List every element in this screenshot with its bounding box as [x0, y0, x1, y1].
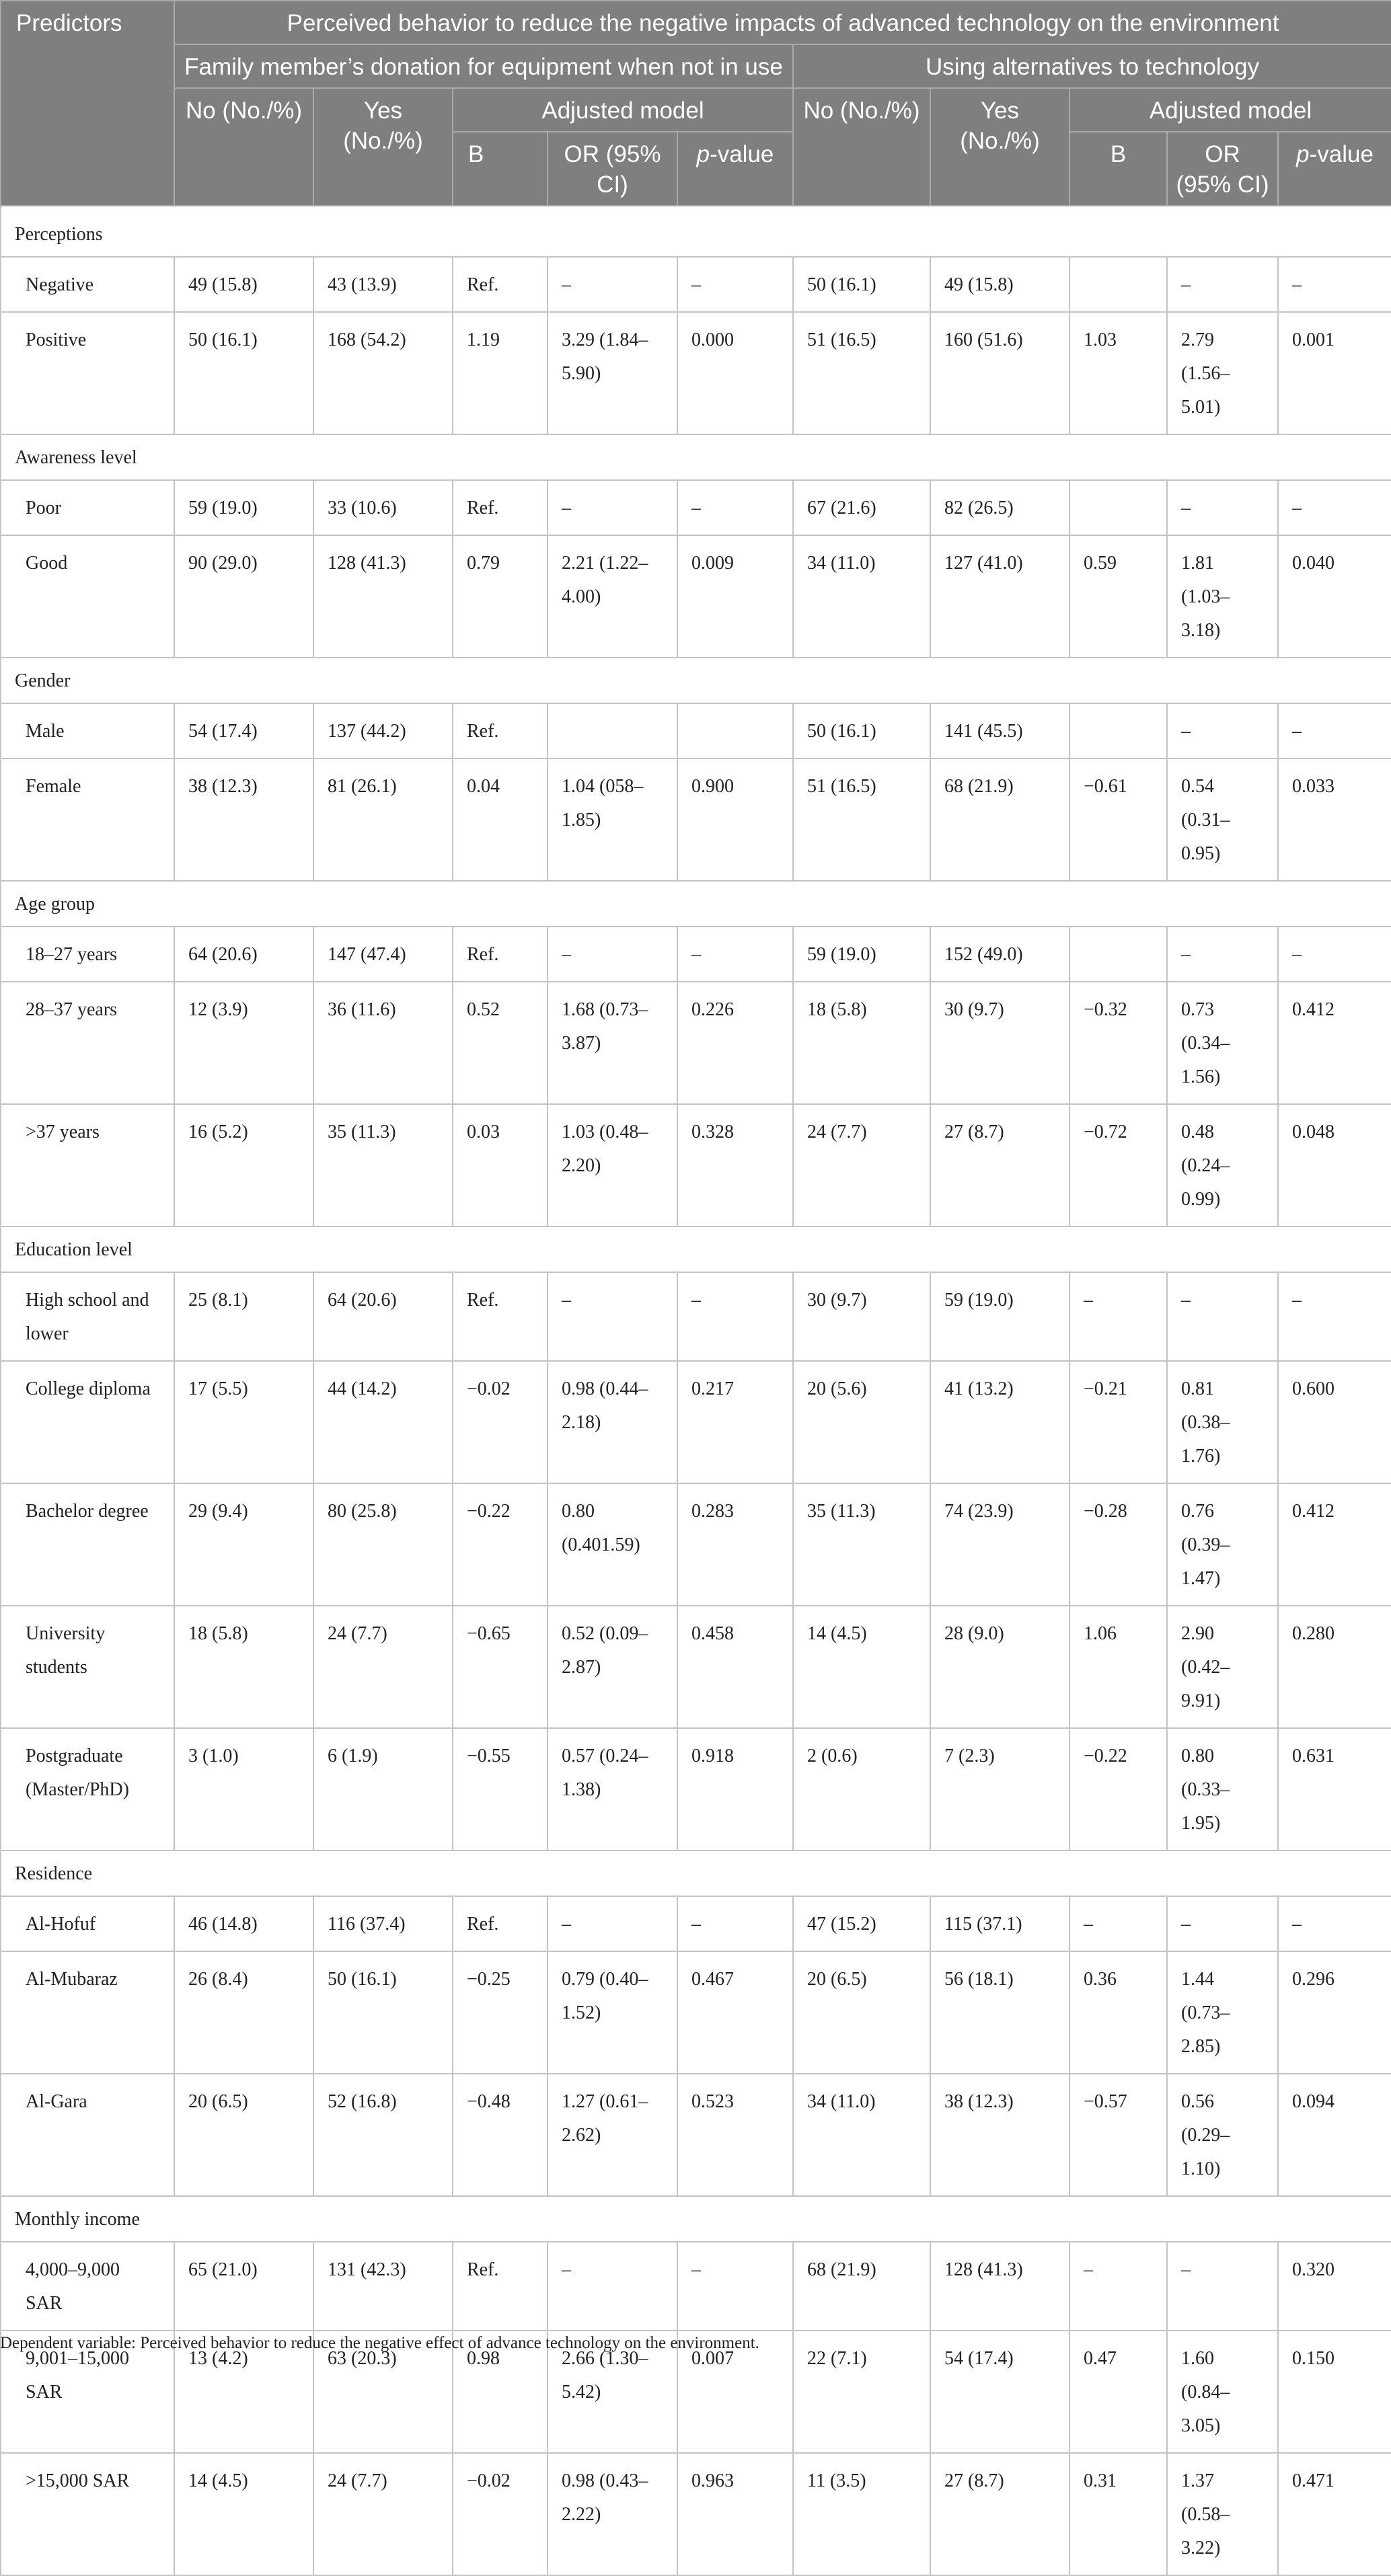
table-cell: 56 (18.1): [930, 1951, 1069, 2074]
table-cell: 80 (25.8): [313, 1483, 453, 1606]
table-row: [1, 257, 1391, 312]
table-cell: 64 (20.6): [174, 927, 313, 982]
table-cell: Ref.: [453, 1896, 548, 1951]
main-title-header: Perceived behavior to reduce the negative impacts of advanced technology on the environment: [174, 1, 1391, 44]
table-cell: Ref.: [453, 927, 548, 982]
table-cell: 1.03 (0.48–2.20): [548, 1104, 677, 1226]
row-label: High school and lower: [1, 1272, 174, 1361]
table-cell: –: [1069, 1896, 1167, 1951]
table-cell: 0.47: [1069, 2331, 1167, 2453]
table-cell: 67 (21.6): [793, 480, 930, 535]
row-label: Male: [1, 703, 174, 758]
row-label: Good: [1, 535, 174, 658]
table-cell: 0.900: [677, 758, 793, 881]
table-cell: 7 (2.3): [930, 1728, 1069, 1850]
table-cell: –: [548, 1896, 677, 1951]
table-cell: 22 (7.1): [793, 2331, 930, 2453]
table-cell: 160 (51.6): [930, 312, 1069, 434]
table-cell: 34 (11.0): [793, 535, 930, 658]
table-cell: 65 (21.0): [174, 2242, 313, 2331]
table-cell: 1.37 (0.58–3.22): [1167, 2453, 1278, 2575]
table-cell: Ref.: [453, 703, 548, 758]
predictors-header: Predictors: [1, 1, 174, 206]
table-cell: [1069, 480, 1167, 535]
table-row: [1, 1104, 1391, 1226]
table-cell: 50 (16.1): [174, 312, 313, 434]
table-row: [1, 1896, 1391, 1951]
table-cell: 0.03: [453, 1104, 548, 1226]
table-cell: 1.19: [453, 312, 548, 434]
group2-header: Using alternatives to technology: [793, 44, 1391, 88]
row-label: 18–27 years: [1, 927, 174, 982]
table-cell: 0.094: [1278, 2074, 1391, 2196]
table-cell: 0.98 (0.44–2.18): [548, 1361, 677, 1483]
table-cell: 20 (6.5): [174, 2074, 313, 2196]
table-cell: −0.57: [1069, 2074, 1167, 2196]
table-cell: –: [1278, 257, 1391, 312]
table-cell: 0.000: [677, 312, 793, 434]
table-cell: 18 (5.8): [793, 982, 930, 1104]
table-cell: 0.226: [677, 982, 793, 1104]
table-cell: 0.412: [1278, 1483, 1391, 1606]
table-row: [1, 535, 1391, 658]
table-cell: 1.81 (1.03–3.18): [1167, 535, 1278, 658]
table-cell: 30 (9.7): [793, 1272, 930, 1361]
table-row: [1, 1272, 1391, 1361]
table-cell: 16 (5.2): [174, 1104, 313, 1226]
table-cell: [1069, 927, 1167, 982]
table-cell: 33 (10.6): [313, 480, 453, 535]
table-cell: 0.80 (0.401.59): [548, 1483, 677, 1606]
table-cell: −0.28: [1069, 1483, 1167, 1606]
table-cell: 35 (11.3): [793, 1483, 930, 1606]
table-cell: [1069, 703, 1167, 758]
table-cell: −0.22: [453, 1483, 548, 1606]
table-row: [1, 1361, 1391, 1483]
group2-b-header: B: [1069, 132, 1167, 206]
table-cell: 27 (8.7): [930, 2453, 1069, 2575]
row-label: College diploma: [1, 1361, 174, 1483]
table-cell: 0.59: [1069, 535, 1167, 658]
row-label: 4,000–9,000 SAR: [1, 2242, 174, 2331]
table-cell: 24 (7.7): [793, 1104, 930, 1226]
table-cell: 0.458: [677, 1606, 793, 1728]
table-cell: 49 (15.8): [930, 257, 1069, 312]
table-cell: 0.56 (0.29–1.10): [1167, 2074, 1278, 2196]
table-cell: 63 (20.3): [313, 2331, 453, 2453]
table-cell: 0.57 (0.24–1.38): [548, 1728, 677, 1850]
table-cell: –: [1278, 1896, 1391, 1951]
table-cell: –: [1278, 1272, 1391, 1361]
table-cell: 0.54 (0.31–0.95): [1167, 758, 1278, 881]
table-cell: 46 (14.8): [174, 1896, 313, 1951]
table-cell: −0.55: [453, 1728, 548, 1850]
table-cell: 0.31: [1069, 2453, 1167, 2575]
table-cell: 51 (16.5): [793, 758, 930, 881]
group2-yes-header: Yes (No./%): [930, 88, 1069, 206]
table-cell: −0.65: [453, 1606, 548, 1728]
table-cell: 2 (0.6): [793, 1728, 930, 1850]
table-cell: 116 (37.4): [313, 1896, 453, 1951]
table-cell: 0.631: [1278, 1728, 1391, 1850]
table-cell: 26 (8.4): [174, 1951, 313, 2074]
table-cell: –: [1167, 480, 1278, 535]
table-cell: 50 (16.1): [793, 257, 930, 312]
table-cell: 1.04 (058–1.85): [548, 758, 677, 881]
table-cell: 152 (49.0): [930, 927, 1069, 982]
table-cell: 0.80 (0.33–1.95): [1167, 1728, 1278, 1850]
table-cell: –: [1167, 257, 1278, 312]
table-cell: 47 (15.2): [793, 1896, 930, 1951]
table-cell: –: [1278, 927, 1391, 982]
table-cell: 0.76 (0.39–1.47): [1167, 1483, 1278, 1606]
table-cell: 0.283: [677, 1483, 793, 1606]
group1-or-header: OR (95% CI): [548, 132, 677, 206]
table-cell: 0.009: [677, 535, 793, 658]
table-cell: [677, 703, 793, 758]
table-cell: 2.79 (1.56–5.01): [1167, 312, 1278, 434]
section-row: [1, 1226, 1391, 1272]
table-cell: 128 (41.3): [930, 2242, 1069, 2331]
table-cell: 1.03: [1069, 312, 1167, 434]
table-cell: 59 (19.0): [793, 927, 930, 982]
table-cell: Ref.: [453, 2242, 548, 2331]
table-cell: 1.68 (0.73–3.87): [548, 982, 677, 1104]
table-cell: 44 (14.2): [313, 1361, 453, 1483]
row-label: 9,001–15,000 SAR: [1, 2331, 174, 2453]
table-row: [1, 1606, 1391, 1728]
table-cell: 64 (20.6): [313, 1272, 453, 1361]
table-cell: 51 (16.5): [793, 312, 930, 434]
table-cell: 2.66 (1.30–5.42): [548, 2331, 677, 2453]
table-cell: 24 (7.7): [313, 1606, 453, 1728]
table-cell: 20 (5.6): [793, 1361, 930, 1483]
table-cell: –: [548, 927, 677, 982]
table-cell: 3 (1.0): [174, 1728, 313, 1850]
table-cell: 1.27 (0.61–2.62): [548, 2074, 677, 2196]
row-label: >15,000 SAR: [1, 2453, 174, 2575]
row-label: Bachelor degree: [1, 1483, 174, 1606]
table-cell: 0.467: [677, 1951, 793, 2074]
group1-yes-header: Yes (No./%): [313, 88, 453, 206]
row-label: Female: [1, 758, 174, 881]
table-cell: 0.918: [677, 1728, 793, 1850]
table-cell: 68 (21.9): [930, 758, 1069, 881]
table-cell: 1.44 (0.73–2.85): [1167, 1951, 1278, 2074]
table-cell: 168 (54.2): [313, 312, 453, 434]
table-cell: 43 (13.9): [313, 257, 453, 312]
section-row: [1, 206, 1391, 257]
table-cell: 2.90 (0.42–9.91): [1167, 1606, 1278, 1728]
row-label: Negative: [1, 257, 174, 312]
row-label: 28–37 years: [1, 982, 174, 1104]
table-cell: –: [677, 1272, 793, 1361]
table-cell: –: [1167, 1896, 1278, 1951]
table-cell: –: [548, 480, 677, 535]
table-cell: 115 (37.1): [930, 1896, 1069, 1951]
row-label: Positive: [1, 312, 174, 434]
table-cell: 24 (7.7): [313, 2453, 453, 2575]
table-cell: 13 (4.2): [174, 2331, 313, 2453]
table-cell: –: [677, 1896, 793, 1951]
table-cell: –: [677, 480, 793, 535]
table-cell: 34 (11.0): [793, 2074, 930, 2196]
section-title: Monthly income: [1, 2196, 1391, 2242]
table-cell: –: [677, 927, 793, 982]
table-cell: 0.040: [1278, 535, 1391, 658]
table-cell: –: [548, 257, 677, 312]
table-cell: 17 (5.5): [174, 1361, 313, 1483]
table-cell: 147 (47.4): [313, 927, 453, 982]
table-cell: 30 (9.7): [930, 982, 1069, 1104]
table-cell: 0.007: [677, 2331, 793, 2453]
table-cell: 0.98 (0.43–2.22): [548, 2453, 677, 2575]
section-row: [1, 434, 1391, 480]
table-cell: −0.22: [1069, 1728, 1167, 1850]
group1-b-header: B: [453, 132, 548, 206]
table-cell: 74 (23.9): [930, 1483, 1069, 1606]
table-cell: 38 (12.3): [174, 758, 313, 881]
table-row: [1, 312, 1391, 434]
table-cell: 52 (16.8): [313, 2074, 453, 2196]
table-row: [1, 703, 1391, 758]
table-cell: 35 (11.3): [313, 1104, 453, 1226]
table-cell: –: [548, 1272, 677, 1361]
table-cell: [1069, 257, 1167, 312]
table-cell: 82 (26.5): [930, 480, 1069, 535]
table-row: [1, 982, 1391, 1104]
table-row: [1, 2242, 1391, 2331]
row-label: Postgraduate (Master/PhD): [1, 1728, 174, 1850]
table-cell: 128 (41.3): [313, 535, 453, 658]
table-cell: –: [1167, 703, 1278, 758]
table-cell: 36 (11.6): [313, 982, 453, 1104]
table-cell: 0.328: [677, 1104, 793, 1226]
table-cell: 59 (19.0): [174, 480, 313, 535]
table-cell: 27 (8.7): [930, 1104, 1069, 1226]
section-title: Perceptions: [1, 206, 1391, 257]
table-cell: 38 (12.3): [930, 2074, 1069, 2196]
table-cell: 0.033: [1278, 758, 1391, 881]
table-cell: 29 (9.4): [174, 1483, 313, 1606]
table-header: [1, 1, 1391, 206]
table-row: [1, 2453, 1391, 2575]
section-title: Age group: [1, 881, 1391, 927]
table-cell: 59 (19.0): [930, 1272, 1069, 1361]
section-title: Gender: [1, 658, 1391, 703]
section-title: Awareness level: [1, 434, 1391, 480]
table-cell: 28 (9.0): [930, 1606, 1069, 1728]
table-row: [1, 1728, 1391, 1850]
section-row: [1, 658, 1391, 703]
table-cell: 90 (29.0): [174, 535, 313, 658]
row-label: Poor: [1, 480, 174, 535]
section-title: Education level: [1, 1226, 1391, 1272]
table-cell: 6 (1.9): [313, 1728, 453, 1850]
group2-adjusted-header: Adjusted model: [1069, 88, 1391, 132]
table-cell: 0.98: [453, 2331, 548, 2453]
table-cell: 0.412: [1278, 982, 1391, 1104]
table-cell: 0.150: [1278, 2331, 1391, 2453]
table-cell: −0.72: [1069, 1104, 1167, 1226]
table-cell: 0.600: [1278, 1361, 1391, 1483]
table-cell: −0.21: [1069, 1361, 1167, 1483]
table-cell: 0.04: [453, 758, 548, 881]
section-title: Residence: [1, 1850, 1391, 1896]
table-cell: Ref.: [453, 480, 548, 535]
table-cell: 0.79 (0.40–1.52): [548, 1951, 677, 2074]
table-cell: 68 (21.9): [793, 2242, 930, 2331]
table-cell: 25 (8.1): [174, 1272, 313, 1361]
table-cell: 0.217: [677, 1361, 793, 1483]
table-cell: 50 (16.1): [793, 703, 930, 758]
table-cell: 0.52 (0.09–2.87): [548, 1606, 677, 1728]
table-cell: 127 (41.0): [930, 535, 1069, 658]
table-cell: –: [1167, 927, 1278, 982]
table-cell: 20 (6.5): [793, 1951, 930, 2074]
table-cell: 0.523: [677, 2074, 793, 2196]
table-cell: –: [548, 2242, 677, 2331]
table-cell: 141 (45.5): [930, 703, 1069, 758]
group2-pvalue-header: p-value: [1278, 132, 1391, 206]
table-cell: 12 (3.9): [174, 982, 313, 1104]
table-cell: –: [1278, 480, 1391, 535]
table-cell: 0.280: [1278, 1606, 1391, 1728]
group1-adjusted-header: Adjusted model: [453, 88, 793, 132]
table-cell: 137 (44.2): [313, 703, 453, 758]
table-footnote: Dependent variable: Perceived behavior to reduce the negative effect of advance technology on the environment.: [0, 2334, 759, 2352]
group2-no-header: No (No./%): [793, 88, 930, 206]
group1-header: Family member’s donation for equipment when not in use: [174, 44, 793, 88]
group1-pvalue-header: p-value: [677, 132, 793, 206]
table-row: [1, 1483, 1391, 1606]
table-cell: 81 (26.1): [313, 758, 453, 881]
table-cell: 1.06: [1069, 1606, 1167, 1728]
table-cell: −0.25: [453, 1951, 548, 2074]
table-cell: 1.60 (0.84–3.05): [1167, 2331, 1278, 2453]
table-row: [1, 1951, 1391, 2074]
table-cell: 2.21 (1.22–4.00): [548, 535, 677, 658]
table-cell: 0.320: [1278, 2242, 1391, 2331]
table-cell: 0.296: [1278, 1951, 1391, 2074]
section-row: [1, 2196, 1391, 2242]
table-cell: 50 (16.1): [313, 1951, 453, 2074]
table-cell: 0.73 (0.34–1.56): [1167, 982, 1278, 1104]
table-cell: −0.02: [453, 1361, 548, 1483]
table-cell: 0.36: [1069, 1951, 1167, 2074]
section-row: [1, 881, 1391, 927]
table-cell: Ref.: [453, 257, 548, 312]
table-cell: 14 (4.5): [174, 2453, 313, 2575]
table-cell: −0.48: [453, 2074, 548, 2196]
row-label: University students: [1, 1606, 174, 1728]
table-cell: –: [677, 2242, 793, 2331]
table-row: [1, 758, 1391, 881]
row-label: Al-Mubaraz: [1, 1951, 174, 2074]
table-row: [1, 480, 1391, 535]
row-label: Al-Hofuf: [1, 1896, 174, 1951]
table-cell: 54 (17.4): [174, 703, 313, 758]
table-cell: 0.001: [1278, 312, 1391, 434]
table-cell: –: [1167, 2242, 1278, 2331]
table-cell: [548, 703, 677, 758]
table-cell: Ref.: [453, 1272, 548, 1361]
table-row: [1, 927, 1391, 982]
table-cell: 0.52: [453, 982, 548, 1104]
group1-no-header: No (No./%): [174, 88, 313, 206]
table-cell: 11 (3.5): [793, 2453, 930, 2575]
table-cell: –: [1069, 2242, 1167, 2331]
table-cell: 0.79: [453, 535, 548, 658]
table-cell: 41 (13.2): [930, 1361, 1069, 1483]
section-row: [1, 1850, 1391, 1896]
table-cell: 18 (5.8): [174, 1606, 313, 1728]
group2-or-header: OR (95% CI): [1167, 132, 1278, 206]
table-cell: –: [677, 257, 793, 312]
table-cell: −0.32: [1069, 982, 1167, 1104]
table-cell: −0.02: [453, 2453, 548, 2575]
table-cell: 54 (17.4): [930, 2331, 1069, 2453]
row-label: Al-Gara: [1, 2074, 174, 2196]
table-cell: 0.963: [677, 2453, 793, 2575]
table-cell: 131 (42.3): [313, 2242, 453, 2331]
table-body: [1, 206, 1391, 2575]
table-cell: 0.48 (0.24–0.99): [1167, 1104, 1278, 1226]
table-cell: 0.471: [1278, 2453, 1391, 2575]
table-row: [1, 2074, 1391, 2196]
table-cell: −0.61: [1069, 758, 1167, 881]
table-cell: 0.81 (0.38–1.76): [1167, 1361, 1278, 1483]
table-cell: 0.048: [1278, 1104, 1391, 1226]
row-label: >37 years: [1, 1104, 174, 1226]
table-cell: 3.29 (1.84–5.90): [548, 312, 677, 434]
table-cell: 14 (4.5): [793, 1606, 930, 1728]
table-cell: 49 (15.8): [174, 257, 313, 312]
table-cell: –: [1278, 703, 1391, 758]
table-cell: –: [1069, 1272, 1167, 1361]
table-cell: –: [1167, 1272, 1278, 1361]
